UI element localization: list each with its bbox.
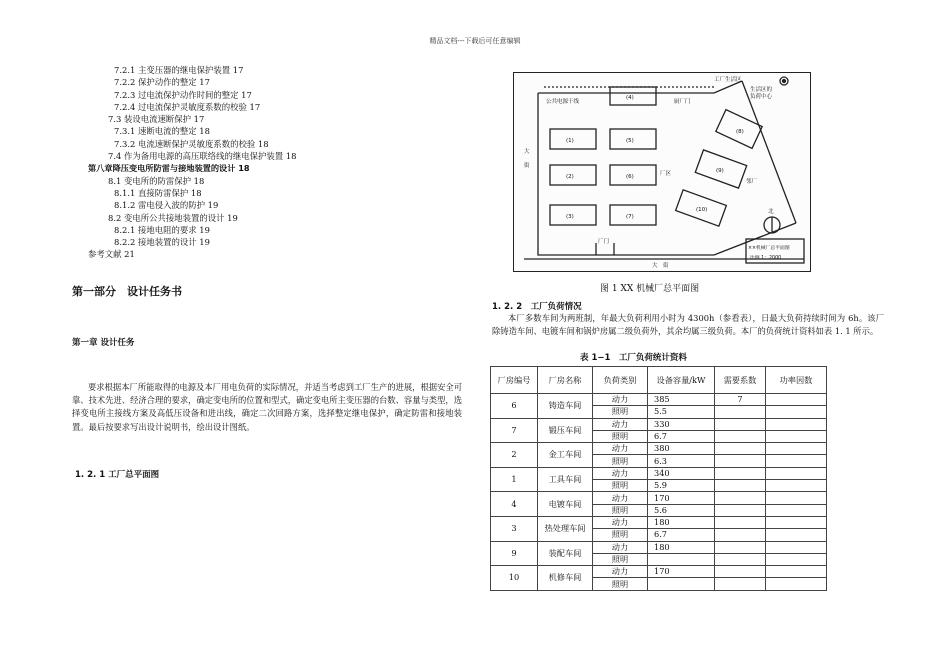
- table-cell: 电镀车间: [538, 492, 593, 517]
- load-center-label: 生活区的: [750, 87, 773, 93]
- table-header-row: [491, 367, 827, 394]
- table-cell: 6.3: [648, 455, 715, 467]
- col-header: 设备容量/kW: [648, 367, 715, 394]
- table-cell: [766, 467, 827, 479]
- table-cell: 装配车间: [538, 541, 593, 566]
- table-cell: 金工车间: [538, 443, 593, 468]
- toc-entry: 8.2.2 接地装置的设计 19: [114, 237, 210, 248]
- table-cell: 动力: [593, 443, 648, 455]
- table-cell: [715, 418, 766, 430]
- table-cell: 照明: [593, 529, 648, 541]
- table-cell: [715, 480, 766, 492]
- table-cell: 330: [648, 418, 715, 430]
- legend-scale: 比例 1：2000: [750, 256, 782, 261]
- table-cell: [766, 504, 827, 516]
- toc-entry: 7.4 作为备用电源的高压联络线的继电保护装置 18: [108, 151, 297, 162]
- toc-entry: 8.1.1 直接防雷保护 18: [114, 187, 202, 198]
- table-cell: 3: [491, 516, 538, 541]
- table-cell: [766, 418, 827, 430]
- toc-entry: 7.3 装设电流速断保护 17: [108, 114, 205, 125]
- toc-entry: 8.1.2 雷电侵入波的防护 19: [114, 200, 219, 211]
- table-row: [491, 394, 827, 406]
- table-row: [491, 541, 827, 553]
- table-cell: [715, 492, 766, 504]
- col-header: 功率因数: [766, 367, 827, 394]
- intro-paragraph: 要求根据本厂所能取得的电源及本厂用电负荷的实际情况，并适当考虑到工厂生产的进展，根据安全可靠、技术先进、经济合理的要求，确定变电所的位置和型式，确定变电所主变压器的台数、容量与类型，选择变电所主接线方案及高低压设备和进出线，确定二次回路方案，选择整定继电保护，确定防雷和接地装置。最后按要求写出设计说明书，绘出设计图纸。: [72, 382, 462, 432]
- table-cell: 6: [491, 394, 538, 419]
- factory-site-plan: [513, 72, 811, 272]
- table-cell: [715, 553, 766, 565]
- toc-entry: 8.2 变电所公共接地装置的设计 19: [108, 212, 238, 223]
- table-row: [491, 492, 827, 504]
- section-heading-1-2-2: 1. 2. 2 工厂负荷情况: [492, 302, 582, 312]
- table-cell: 动力: [593, 467, 648, 479]
- toc-entry: 7.3.1 速断电流的整定 18: [114, 126, 210, 137]
- table-cell: 340: [648, 467, 715, 479]
- table-cell: 照明: [593, 430, 648, 442]
- table-row: [491, 443, 827, 455]
- chapter-title: 第一章 设计任务: [72, 338, 135, 348]
- building-6-label: (6): [626, 174, 634, 180]
- load-paragraph: 本厂多数车间为两班制，年最大负荷利用小时为 4300h（参看表），日最大负荷持续时间为 6h。该厂除铸造车间、电镀车间和锅炉房属二级负荷外，其余均属三级负荷。本厂的负荷统计资料如表 1. 1 所示。: [492, 313, 884, 337]
- building-5-label: (5): [626, 138, 634, 144]
- toc-entry: 7.2.4 过电流保护灵敏度系数的校验 17: [114, 101, 261, 112]
- table-cell: 锻压车间: [538, 418, 593, 443]
- toc-entry: 7.2.2 保护动作的整定 17: [114, 77, 210, 88]
- table-cell: [766, 541, 827, 553]
- table-cell: [715, 430, 766, 442]
- building-4-label: (4): [626, 95, 634, 101]
- table-cell: 180: [648, 516, 715, 528]
- table-cell: 10: [491, 566, 538, 591]
- col-header: 厂房名称: [538, 367, 593, 394]
- table-cell: 照明: [593, 578, 648, 590]
- table-cell: 动力: [593, 492, 648, 504]
- table-cell: 7: [491, 418, 538, 443]
- table-cell: [766, 455, 827, 467]
- load-center-label-2: 负荷中心: [750, 94, 773, 100]
- table-cell: 385: [648, 394, 715, 406]
- table-cell: [766, 529, 827, 541]
- table-row: [491, 516, 827, 528]
- neighbor-factory-label: 邻厂: [746, 179, 758, 185]
- load-statistics-table: [490, 366, 827, 591]
- main-gate-label: 厂门: [598, 239, 610, 245]
- table-cell: [715, 541, 766, 553]
- toc-entry: 7.3.2 电流速断保护灵敏度系数的校验 18: [114, 138, 269, 149]
- factory-area-label: 厂区: [660, 171, 672, 177]
- table-cell: 照明: [593, 553, 648, 565]
- table-cell: 6.7: [648, 529, 715, 541]
- table-cell: [766, 553, 827, 565]
- legend-title: ××机械厂总平面图: [748, 246, 790, 251]
- table-cell: [715, 455, 766, 467]
- table-cell: 6.7: [648, 430, 715, 442]
- building-10-label: (10): [696, 207, 708, 213]
- table-cell: [715, 504, 766, 516]
- page-header: 精品文档---下载后可任意编辑: [429, 37, 521, 45]
- table-cell: [766, 492, 827, 504]
- building-3-label: (3): [566, 214, 574, 220]
- table-cell: 机修车间: [538, 566, 593, 591]
- table-cell: 5.6: [648, 504, 715, 516]
- building-1-label: (1): [566, 138, 574, 144]
- table-caption: 表 1−1 工厂负荷统计资料: [580, 353, 687, 363]
- col-header: 负荷类别: [593, 367, 648, 394]
- table-cell: 4: [491, 492, 538, 517]
- building-8-label: (8): [736, 129, 744, 135]
- table-cell: [766, 443, 827, 455]
- table-cell: 热处理车间: [538, 516, 593, 541]
- table-cell: 动力: [593, 516, 648, 528]
- table-cell: 照明: [593, 455, 648, 467]
- table-cell: [715, 529, 766, 541]
- table-cell: [715, 578, 766, 590]
- table-row: [491, 566, 827, 578]
- figure-caption: 图 1 XX 机械厂总平面图: [600, 284, 700, 294]
- table-cell: 工具车间: [538, 467, 593, 492]
- table-cell: 180: [648, 541, 715, 553]
- table-cell: 170: [648, 492, 715, 504]
- part-title: 第一部分 设计任务书: [72, 285, 182, 298]
- toc-entry: 7.2.3 过电流保护动作时间的整定 17: [114, 89, 252, 100]
- table-cell: 铸造车间: [538, 394, 593, 419]
- building-9-label: (9): [716, 168, 724, 174]
- table-cell: [766, 394, 827, 406]
- table-body: [491, 394, 827, 591]
- table-cell: [766, 430, 827, 442]
- building-2-label: (2): [566, 174, 574, 180]
- table-cell: [766, 406, 827, 418]
- toc-entry: 8.2.1 接地电阻的要求 19: [114, 224, 210, 235]
- table-cell: 动力: [593, 394, 648, 406]
- table-cell: 170: [648, 566, 715, 578]
- table-cell: [715, 443, 766, 455]
- left-street-label-1: 大: [524, 149, 530, 155]
- table-cell: 1: [491, 467, 538, 492]
- table-row: [491, 418, 827, 430]
- col-header: 厂房编号: [491, 367, 538, 394]
- table-cell: [766, 516, 827, 528]
- table-cell: 2: [491, 443, 538, 468]
- site-plan-drawing: [514, 73, 810, 271]
- col-header: 需要系数: [715, 367, 766, 394]
- table-cell: [715, 566, 766, 578]
- table-cell: 照明: [593, 406, 648, 418]
- table-of-contents: [88, 64, 448, 261]
- table-cell: [715, 406, 766, 418]
- table-cell: 动力: [593, 418, 648, 430]
- side-gate-label: 厨厂门: [674, 99, 691, 105]
- table-cell: 照明: [593, 480, 648, 492]
- toc-entry: 第八章降压变电所防雷与接地装置的设计 18: [88, 163, 250, 174]
- building-7-label: (7): [626, 214, 634, 220]
- table-cell: 7: [715, 394, 766, 406]
- toc-entry: 8.1 变电所的防雷保护 18: [108, 175, 205, 186]
- toc-entry: 参考文献 21: [88, 249, 135, 260]
- living-area-label: 工厂生活区: [714, 77, 742, 83]
- table-cell: [648, 578, 715, 590]
- table-row: [491, 467, 827, 479]
- table-cell: 照明: [593, 504, 648, 516]
- north-label: 北: [768, 209, 774, 215]
- section-heading-1-2-1: 1. 2. 1 工厂总平面图: [75, 470, 160, 480]
- table-cell: 5.5: [648, 406, 715, 418]
- table-cell: [648, 553, 715, 565]
- left-street-label-2: 街: [524, 163, 530, 169]
- table-cell: 9: [491, 541, 538, 566]
- table-cell: 动力: [593, 566, 648, 578]
- table-cell: [766, 566, 827, 578]
- table-cell: 5.9: [648, 480, 715, 492]
- table-cell: [766, 480, 827, 492]
- table-cell: [766, 578, 827, 590]
- table-cell: [715, 467, 766, 479]
- table-cell: [715, 516, 766, 528]
- power-line-label: 公共电源干线: [546, 99, 580, 105]
- table-cell: 380: [648, 443, 715, 455]
- bottom-street-label: 大 街: [652, 263, 669, 269]
- toc-entry: 7.2.1 主变压器的继电保护装置 17: [114, 65, 244, 75]
- table-cell: 动力: [593, 541, 648, 553]
